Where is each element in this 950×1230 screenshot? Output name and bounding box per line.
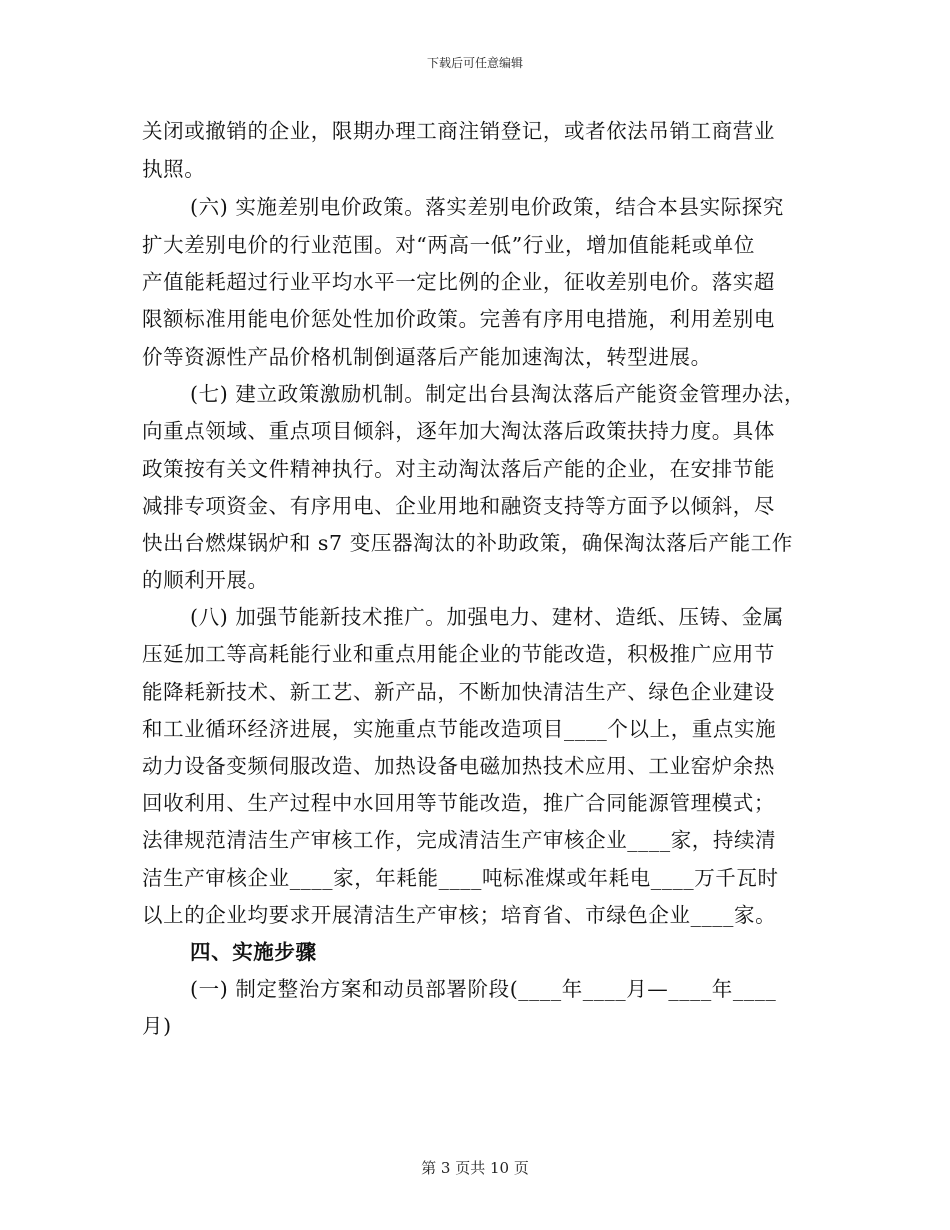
step-1-line: (一) 制定整治方案和动员部署阶段(____年____月—____年____: [190, 977, 777, 1001]
text-line: 的顺利开展。: [142, 568, 269, 592]
page-header: 下载后可任意编辑: [426, 56, 523, 70]
section-heading: 四、实施步骤: [190, 940, 317, 964]
paragraph-7-start: (七) 建立政策激励机制。制定出台县淘汰落后产能资金管理办法，: [190, 382, 806, 406]
text-line: 洁生产审核企业____家，年耗能____吨标准煤或年耗电____万千瓦时: [142, 866, 779, 890]
text-line: 法律规范清洁生产审核工作，完成清洁生产审核企业____家，持续清: [142, 828, 777, 852]
text-line: 快出台燃煤锅炉和 s7 变压器淘汰的补助政策，确保淘汰落后产能工作: [142, 531, 793, 555]
text-line: 产值能耗超过行业平均水平一定比例的企业，征收差别电价。落实超: [142, 270, 775, 294]
text-line: 和工业循环经济进展，实施重点节能改造项目____个以上，重点实施: [142, 717, 777, 741]
text-line: 限额标准用能电价惩处性加价政策。完善有序用电措施，利用差别电: [142, 307, 775, 331]
page-footer: 第 3 页共 10 页: [421, 1159, 529, 1177]
text-line: 政策按有关文件精神执行。对主动淘汰落后产能的企业，在安排节能: [142, 457, 775, 481]
paragraph-8-start: (八) 加强节能新技术推广。加强电力、建材、造纸、压铸、金属: [190, 605, 785, 629]
text-line: 向重点领域、重点项目倾斜，逐年加大淘汰落后政策扶持力度。具体: [142, 419, 775, 443]
text-line: 减排专项资金、有序用电、企业用地和融资支持等方面予以倾斜，尽: [142, 494, 775, 518]
text-line: 执照。: [142, 157, 206, 181]
text-line: 回收利用、生产过程中水回用等节能改造，推广合同能源管理模式；: [142, 791, 775, 815]
text-line: 月): [142, 1014, 172, 1038]
text-line: 动力设备变频伺服改造、加热设备电磁加热技术应用、工业窑炉余热: [142, 754, 775, 778]
paragraph-6-start: (六) 实施差别电价政策。落实差别电价政策，结合本县实际探究: [190, 195, 785, 219]
text-line: 关闭或撤销的企业，限期办理工商注销登记，或者依法吊销工商营业: [142, 119, 775, 143]
text-line: 压延加工等高耗能行业和重点用能企业的节能改造，积极推广应用节: [142, 642, 775, 666]
text-line: 能降耗新技术、新工艺、新产品，不断加快清洁生产、绿色企业建设: [142, 680, 775, 704]
text-line: 价等资源性产品价格机制倒逼落后产能加速淘汰，转型进展。: [142, 345, 712, 369]
text-line: 扩大差别电价的行业范围。对“两高一低”行业，增加值能耗或单位: [142, 233, 755, 257]
text-line: 以上的企业均要求开展清洁生产审核；培育省、市绿色企业____家。: [142, 903, 777, 927]
